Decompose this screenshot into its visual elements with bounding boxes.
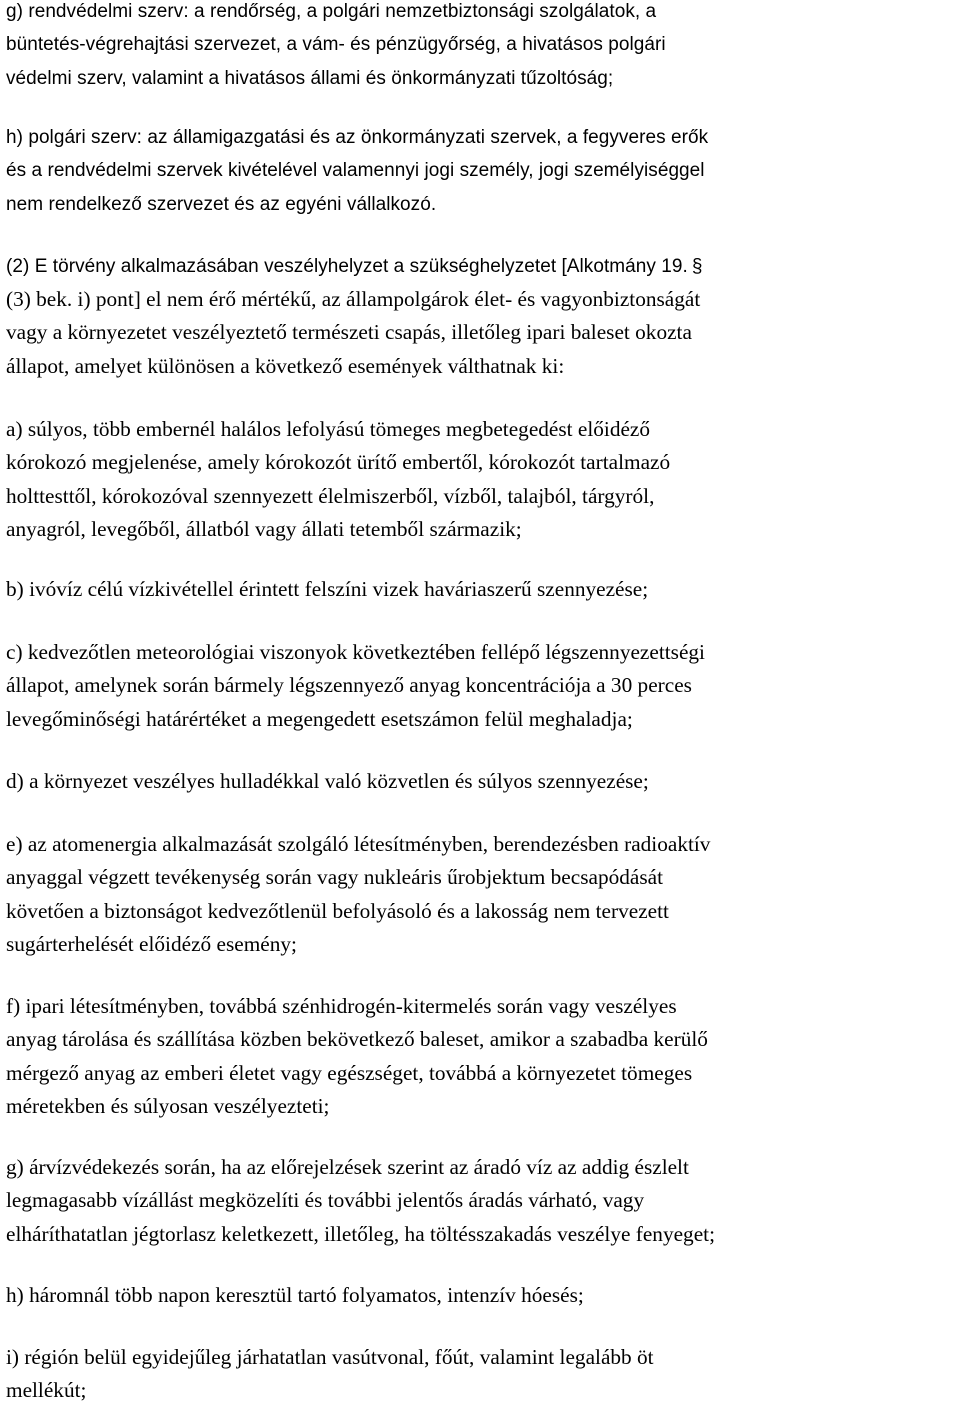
text-line: legmagasabb vízállást megközelíti és további jelentős áradás várható, vagy xyxy=(6,1188,645,1213)
paragraph-h-snow xyxy=(6,1279,584,1312)
text-line: a) súlyos, több embernél halálos lefolyású tömeges megbetegedést előidéző xyxy=(6,417,651,441)
text-line: állapot, amelynek során bármely légszennyező anyag koncentrációja a 30 perces xyxy=(6,673,692,698)
paragraph-h xyxy=(6,121,708,221)
paragraph-d xyxy=(6,765,649,798)
paragraph-i xyxy=(6,1341,654,1408)
text-line: g) árvízvédekezés során, ha az előrejelzések szerint az áradó víz az addig észlelt xyxy=(6,1155,689,1179)
paragraph-e xyxy=(6,828,710,962)
text-line: védelmi szerv, valamint a hivatásos állami és önkormányzati tűzoltóság; xyxy=(6,67,614,89)
text-line: f) ipari létesítményben, továbbá szénhidrogén-kitermelés során vagy veszélyes xyxy=(6,994,677,1018)
text-line: (3) bek. i) pont] el nem érő mértékű, az állampolgárok élet- és vagyonbiztonságát xyxy=(6,287,701,311)
text-line: e) az atomenergia alkalmazását szolgáló létesítményben, berendezésben radioaktív xyxy=(6,832,711,856)
paragraph-f xyxy=(6,990,708,1124)
paragraph-g xyxy=(6,0,666,95)
section-sign: § xyxy=(691,256,703,277)
text-line: i) régión belül egyidejűleg járhatatlan vasútvonal, főút, valamint legalább öt xyxy=(6,1345,654,1369)
paragraph-2-line1 xyxy=(6,250,702,283)
text-line: mérgező anyag az emberi életet vagy egészséget, továbbá a környezetet tömeges xyxy=(6,1060,693,1085)
text-line: és a rendvédelmi szervek kivételével valamennyi jogi személy, jogi személyiséggel xyxy=(6,160,705,182)
text-line: büntetés-végrehajtási szervezet, a vám- és pénzügyőrség, a hivatásos polgári xyxy=(6,34,666,56)
text-segment: (2) E törvény alkalmazásában veszélyhelyzet a szükséghelyzetet [Alkotmány 19. xyxy=(6,256,688,277)
text-line: h) polgári szerv: az államigazgatási és az önkormányzati szervek, a fegyveres erők xyxy=(6,127,709,148)
text-line: anyaggal végzett tevékenység során vagy nukleáris űrobjektum becsapódását xyxy=(6,865,664,890)
paragraph-2-rest xyxy=(6,283,700,383)
text-line: c) kedvezőtlen meteorológiai viszonyok következtében fellépő légszennyezettségi xyxy=(6,640,705,664)
text-line: állapot, amelyet különösen a következő események válthatnak ki: xyxy=(6,353,565,378)
paragraph-g-flood xyxy=(6,1151,715,1251)
text-line: követően a biztonságot kedvezőtlenül befolyásoló és a lakosság nem tervezett xyxy=(6,898,669,923)
paragraph-c xyxy=(6,636,705,736)
text-line: elháríthatatlan jégtorlasz keletkezett, illetőleg, ha töltésszakadás veszélye fenyeget; xyxy=(6,1221,715,1246)
text-line: levegőminőségi határértéket a megengedett esetszámon felül meghaladja; xyxy=(6,706,633,731)
text-line: kórokozó megjelenése, amely kórokozót ürítő embertől, kórokozót tartalmazó xyxy=(6,450,671,475)
text-line: d) a környezet veszélyes hulladékkal való közvetlen és súlyos szennyezése; xyxy=(6,769,649,793)
paragraph-b xyxy=(6,573,648,606)
text-line: sugárterhelését előidéző esemény; xyxy=(6,932,297,957)
text-line: g) rendvédelmi szerv: a rendőrség, a polgári nemzetbiztonsági szolgálatok, a xyxy=(6,1,657,22)
text-line: nem rendelkező szervezet és az egyéni vállalkozó. xyxy=(6,193,437,215)
text-line: mellékút; xyxy=(6,1378,87,1403)
paragraph-a xyxy=(6,413,670,547)
text-line: anyag tárolása és szállítása közben bekövetkező baleset, amikor a szabadba kerülő xyxy=(6,1027,708,1052)
text-line: anyagról, levegőből, állatból vagy állati tetemből származik; xyxy=(6,517,522,542)
text-line: méretekben és súlyosan veszélyezteti; xyxy=(6,1094,330,1119)
text-line: h) háromnál több napon keresztül tartó folyamatos, intenzív hóesés; xyxy=(6,1283,584,1307)
text-line: vagy a környezetet veszélyeztető természeti csapás, illetőleg ipari baleset okozta xyxy=(6,320,692,345)
text-line xyxy=(6,250,702,283)
text-line: holttesttől, kórokozóval szennyezett élelmiszerből, vízből, talajból, tárgyról, xyxy=(6,483,655,508)
text-line: b) ivóvíz célú vízkivétellel érintett felszíni vizek haváriaszerű szennyezése; xyxy=(6,577,649,601)
